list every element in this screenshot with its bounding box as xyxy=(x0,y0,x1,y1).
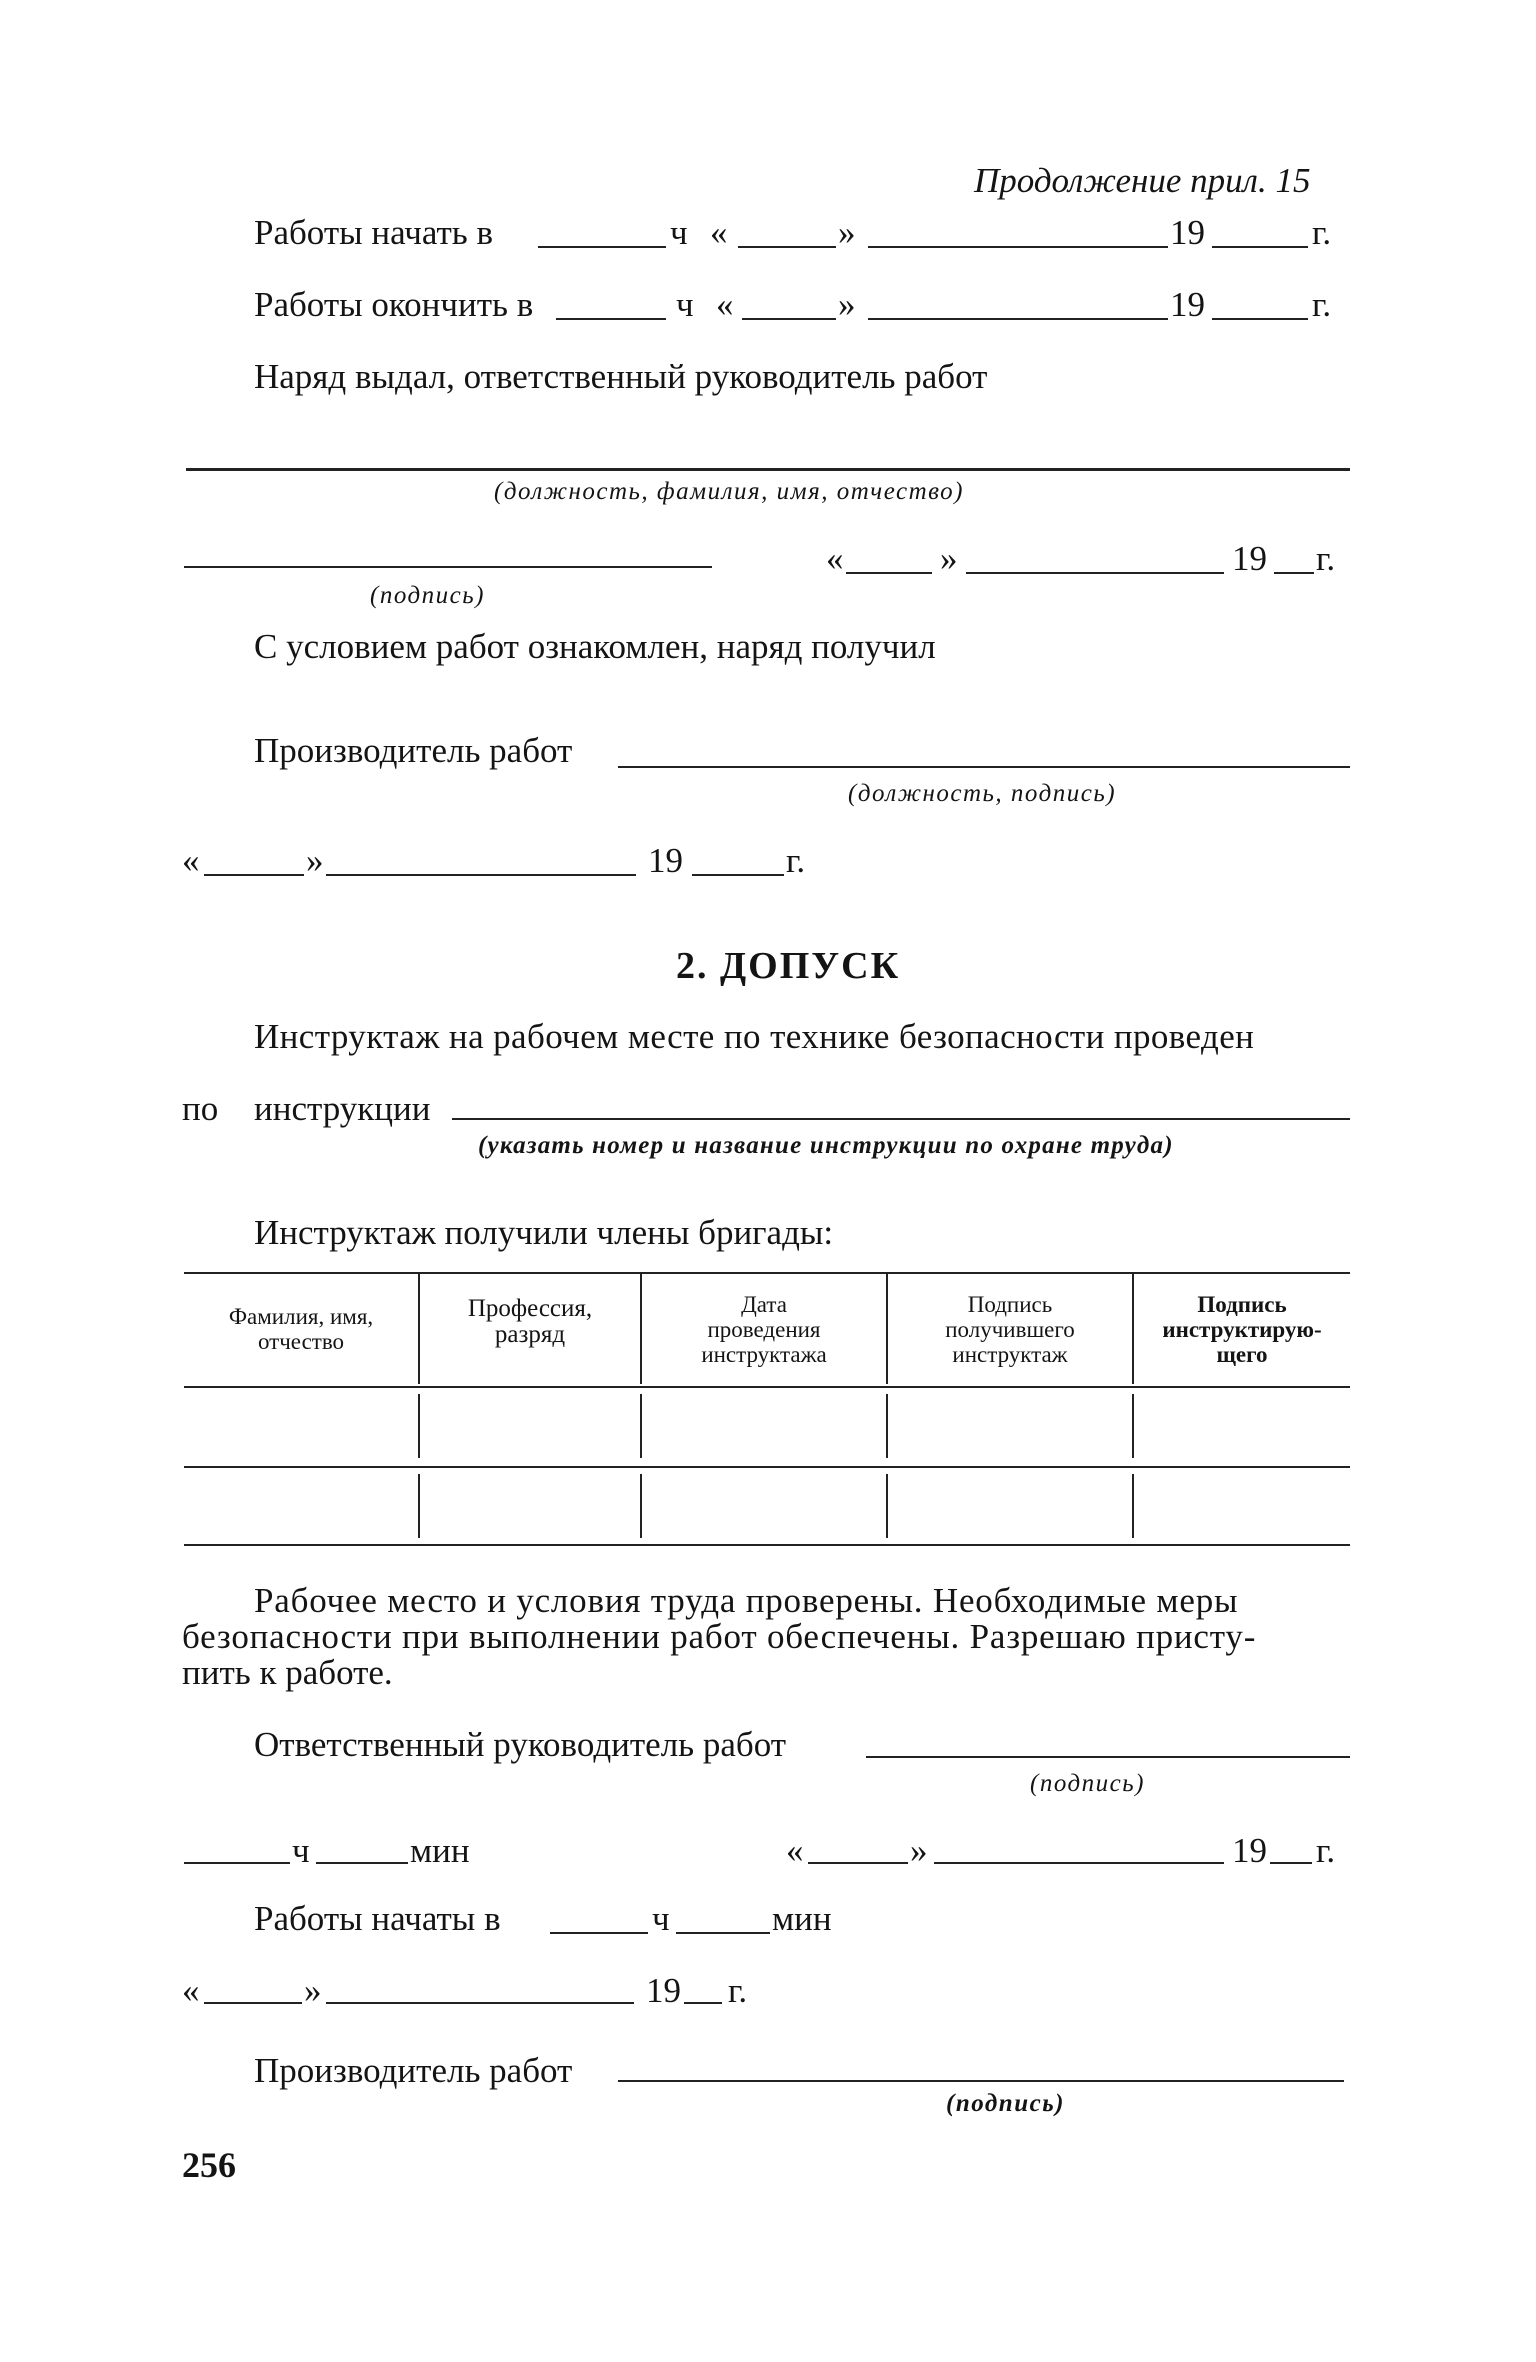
column-header-instructor-signature: Подпись инструктирую- щего xyxy=(1162,1292,1322,1367)
work-start-month-field[interactable] xyxy=(868,246,1168,248)
time-month-field[interactable] xyxy=(934,1862,1224,1864)
year-prefix: 19 xyxy=(1170,213,1205,252)
year-suffix: г. xyxy=(1312,285,1332,324)
time-hour-field[interactable] xyxy=(184,1862,290,1864)
quote-close: » xyxy=(910,1831,928,1870)
responsible-label: Ответственный руководитель работ xyxy=(254,1725,787,1764)
producer-label: Производитель работ xyxy=(254,2051,573,2090)
producer-signature-field[interactable] xyxy=(618,2080,1344,2082)
producer-caption: (должность, подпись) xyxy=(848,780,1117,807)
quote-open: « xyxy=(716,285,734,324)
quote-open: « xyxy=(710,213,728,252)
checked-paragraph-line: безопасности при выполнении работ обеспечены. Разрешаю присту- xyxy=(182,1617,1257,1656)
year-prefix: 19 xyxy=(1232,539,1267,578)
time-year-field[interactable] xyxy=(1270,1862,1312,1864)
year-suffix: г. xyxy=(786,841,806,880)
table-bottom-border xyxy=(184,1544,1350,1546)
checked-paragraph-line: пить к работе. xyxy=(182,1653,393,1692)
quote-close: » xyxy=(838,213,856,252)
date1-month-field[interactable] xyxy=(326,874,636,876)
briefing-line: Инструктаж на рабочем месте по технике безопасности проведен xyxy=(254,1017,1255,1056)
table-row[interactable] xyxy=(186,1390,1348,1464)
time-day-field[interactable] xyxy=(808,1862,908,1864)
hour-unit: ч xyxy=(670,213,688,252)
date2-month-field[interactable] xyxy=(326,2002,634,2004)
table-top-border xyxy=(184,1272,1350,1274)
year-prefix: 19 xyxy=(1232,1831,1267,1870)
sign-year-field[interactable] xyxy=(1274,572,1314,574)
started-label: Работы начаты в xyxy=(254,1899,501,1938)
issued-name-field[interactable] xyxy=(186,468,1350,471)
quote-open: « xyxy=(182,841,200,880)
producer-position-signature-field[interactable] xyxy=(618,766,1350,768)
date1-year-field[interactable] xyxy=(692,874,784,876)
year-suffix: г. xyxy=(1316,539,1336,578)
date2-day-field[interactable] xyxy=(204,2002,302,2004)
work-end-hour-field[interactable] xyxy=(556,318,666,320)
time-minute-field[interactable] xyxy=(316,1862,408,1864)
quote-close: » xyxy=(304,1971,322,2010)
started-hour-field[interactable] xyxy=(550,1932,648,1934)
signature-caption: (подпись) xyxy=(370,582,485,609)
date1-day-field[interactable] xyxy=(204,874,304,876)
brigade-label: Инструктаж получили члены бригады: xyxy=(254,1213,834,1252)
hour-unit: ч xyxy=(652,1899,670,1938)
year-suffix: г. xyxy=(1312,213,1332,252)
instruction-caption: (указать номер и название инструкции по охране труда) xyxy=(478,1132,1174,1159)
page-number: 256 xyxy=(182,2145,236,2185)
work-end-year-field[interactable] xyxy=(1212,318,1308,320)
quote-close: » xyxy=(940,539,958,578)
year-prefix: 19 xyxy=(646,1971,681,2010)
table-row[interactable] xyxy=(186,1470,1348,1542)
briefing-po: по xyxy=(182,1089,219,1128)
acquainted-label: С условием работ ознакомлен, наряд получил xyxy=(254,627,936,666)
hour-unit: ч xyxy=(292,1831,310,1870)
minute-unit: мин xyxy=(410,1831,470,1870)
work-start-day-field[interactable] xyxy=(738,246,836,248)
work-end-day-field[interactable] xyxy=(742,318,836,320)
producer-label: Производитель работ xyxy=(254,731,573,770)
year-suffix: г. xyxy=(1316,1831,1336,1870)
work-start-label: Работы начать в xyxy=(254,213,494,252)
work-end-label: Работы окончить в xyxy=(254,285,534,324)
minute-unit: мин xyxy=(772,1899,832,1938)
sign-day-field[interactable] xyxy=(846,572,932,574)
work-end-month-field[interactable] xyxy=(868,318,1168,320)
producer-signature-caption: (подпись) xyxy=(946,2090,1065,2117)
responsible-signature-field[interactable] xyxy=(866,1756,1350,1758)
hour-unit: ч xyxy=(676,285,694,324)
checked-paragraph-line: Рабочее место и условия труда проверены. Необходимые меры xyxy=(254,1581,1239,1620)
continuation-note: Продолжение прил. 15 xyxy=(974,161,1311,200)
section-title: 2. ДОПУСК xyxy=(676,945,901,987)
quote-open: « xyxy=(182,1971,200,2010)
column-header-name: Фамилия, имя, отчество xyxy=(228,1304,374,1354)
work-start-hour-field[interactable] xyxy=(538,246,666,248)
started-minute-field[interactable] xyxy=(676,1932,770,1934)
quote-open: « xyxy=(826,539,844,578)
issued-caption: (должность, фамилия, имя, отчество) xyxy=(494,478,964,505)
date2-year-field[interactable] xyxy=(684,2002,722,2004)
issued-label: Наряд выдал, ответственный руководитель работ xyxy=(254,357,988,396)
quote-open: « xyxy=(786,1831,804,1870)
work-start-year-field[interactable] xyxy=(1212,246,1308,248)
year-prefix: 19 xyxy=(1170,285,1205,324)
sign-month-field[interactable] xyxy=(966,572,1224,574)
signature-field[interactable] xyxy=(184,566,712,568)
column-header-date: Дата проведения инструктажа xyxy=(701,1292,827,1367)
instruction-label: инструкции xyxy=(254,1089,431,1128)
column-header-recipient-signature: Подпись получившего инструктаж xyxy=(945,1292,1075,1367)
table-header-border xyxy=(184,1386,1350,1388)
year-prefix: 19 xyxy=(648,841,683,880)
year-suffix: г. xyxy=(728,1971,748,2010)
quote-close: » xyxy=(838,285,856,324)
quote-close: » xyxy=(306,841,324,880)
responsible-caption: (подпись) xyxy=(1030,1770,1145,1797)
instruction-field[interactable] xyxy=(452,1118,1350,1120)
table-row-border xyxy=(184,1466,1350,1468)
column-header-profession: Профессия, разряд xyxy=(467,1295,593,1348)
